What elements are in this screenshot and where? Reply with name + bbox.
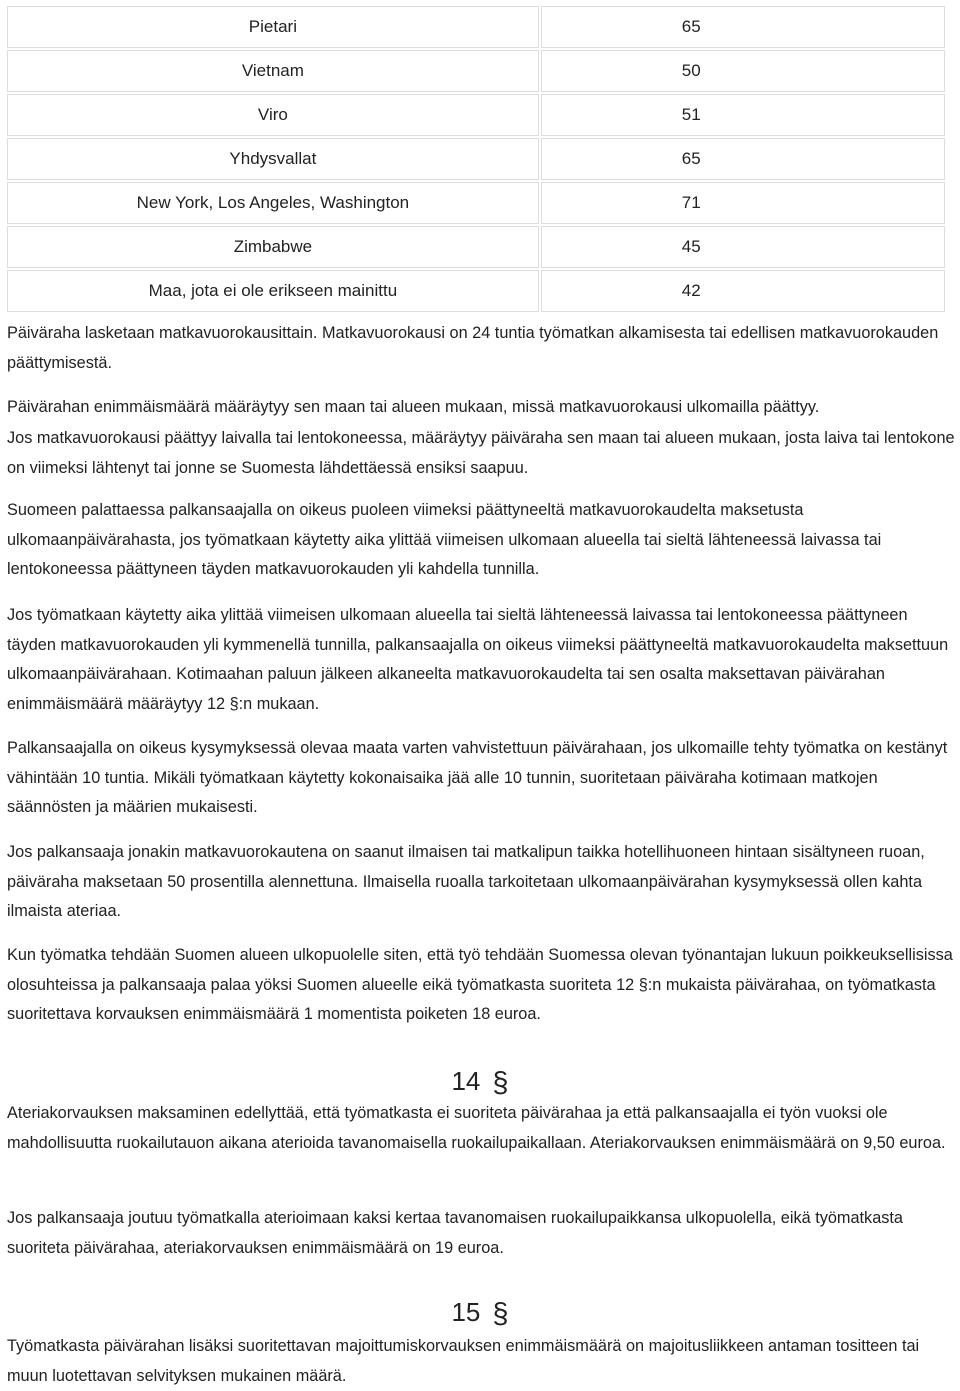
- paragraph-minimum-duration: Palkansaajalla on oikeus kysymyksessä olevaa maata varten vahvistettuun päivärahaan, jos ulkomaille tehty työmatka on kestänyt vähintään 10 tuntia. Mikäli työmatkaan käytetty kokonaisaika jää alle 10 tunnin, suoritetaan päiväraha kotimaan matkojen säännösten ja määrien mukaisesti.: [7, 739, 948, 816]
- table-row: [7, 270, 945, 312]
- paragraph-accommodation: Työmatkasta päivärahan lisäksi suoritettavan majoittumiskorvauksen enimmäismäärä on majoitusliikkeen antaman tositteen tai muun luotettavan selvityksen mukainen määrä.: [7, 1337, 920, 1385]
- table-row: [7, 226, 945, 268]
- amount-cell: 42: [541, 270, 945, 312]
- paragraph-free-meals: Jos palkansaaja jonakin matkavuorokautena on saanut ilmaisen tai matkalipun taikka hotellihuoneen hintaan sisältyneen ruoan, päiväraha maksetaan 50 prosentilla alennettuna. Ilmaisella ruoalla tarkoitetaan ulkomaanpäivärahan kysymyksessä ollen kahta ilmaista ateriaa.: [7, 843, 925, 920]
- country-cell: Vietnam: [7, 50, 539, 92]
- table-row: [7, 6, 945, 48]
- paragraph-return-full: Jos työmatkaan käytetty aika ylittää viimeisen ulkomaan alueella tai sieltä lähteneessä laivassa tai lentokoneessa päättyneen täyden matkavuorokauden yli kymmenellä tunnilla, palkansaajalla on oikeus viimeksi päättyneeltä matkavuorokaudelta maksettuun ulkomaanpäivärahaan. Kotimaahan paluun jälkeen alkaneelta matkavuorokaudelta tai sen osalta maksettavan päivärahan enimmäismäärä määräytyy 12 §:n mukaan.: [7, 606, 949, 713]
- section-number: 14: [451, 1066, 481, 1096]
- paragraph-return-half: Suomeen palattaessa palkansaajalla on oikeus puoleen viimeksi päättyneeltä matkavuorokaudelta maksetusta ulkomaanpäivärahasta, jos työmatkaan käytetty aika ylittää viimeisen ulkomaan alueella tai sieltä lähteneessä laivassa tai lentokoneessa päättyneen täyden matkavuorokauden yli kahdella tunnilla.: [7, 501, 882, 578]
- paragraph-maximum-amount: Päivärahan enimmäismäärä määräytyy sen maan tai alueen mukaan, missä matkavuorokausi ulkomailla päättyy.: [7, 398, 820, 416]
- amount-cell: 51: [541, 94, 945, 136]
- table-row: [7, 50, 945, 92]
- amount-cell: 65: [541, 6, 945, 48]
- section-number: 15: [451, 1297, 481, 1327]
- section-sign-icon: §: [492, 1298, 509, 1330]
- section-heading-14: [0, 1066, 960, 1100]
- amount-cell: 65: [541, 138, 945, 180]
- paragraph-double-meal-allowance: Jos palkansaaja joutuu työmatkalla aterioimaan kaksi kertaa tavanomaisen ruokailupaikkansa ulkopuolella, eikä työmatkasta suoriteta päivärahaa, ateriakorvauksen enimmäismäärä on 19 euroa.: [7, 1209, 903, 1257]
- country-cell: Viro: [7, 94, 539, 136]
- country-cell: New York, Los Angeles, Washington: [7, 182, 539, 224]
- table-row: [7, 138, 945, 180]
- daily-allowance-table: [5, 4, 947, 314]
- country-cell: Pietari: [7, 6, 539, 48]
- country-cell: Maa, jota ei ole erikseen mainittu: [7, 270, 539, 312]
- paragraph-exceptional-conditions: Kun työmatka tehdään Suomen alueen ulkopuolelle siten, että työ tehdään Suomessa olevan työnantajan lukuun poikkeuksellisissa olosuhteissa ja palkansaaja palaa yöksi Suomen alueelle eikä työmatkasta suoriteta 12 §:n mukaista päivärahaa, on työmatkasta suoritettava korvauksen enimmäismäärä 1 momentista poiketen 18 euroa.: [7, 946, 953, 1023]
- section-heading-15: [0, 1297, 960, 1331]
- paragraph-meal-allowance: Ateriakorvauksen maksaminen edellyttää, että työmatkasta ei suoriteta päivärahaa ja että palkansaajalla ei työn vuoksi ole mahdollisuutta ruokailutauon aikana aterioida tavanomaisella ruokailupaikallaan. Ateriakorvauksen enimmäismäärä on 9,50 euroa.: [7, 1104, 946, 1152]
- table-row: [7, 182, 945, 224]
- country-cell: Yhdysvallat: [7, 138, 539, 180]
- paragraph-ship-aircraft: Jos matkavuorokausi päättyy laivalla tai lentokoneessa, määräytyy päiväraha sen maan tai alueen mukaan, josta laiva tai lentokone on viimeksi lähtenyt tai jonne se Suomesta lähdettäessä ensiksi saapuu.: [7, 429, 955, 477]
- section-sign-icon: §: [492, 1067, 509, 1099]
- amount-cell: 45: [541, 226, 945, 268]
- amount-cell: 50: [541, 50, 945, 92]
- amount-cell: 71: [541, 182, 945, 224]
- table-row: [7, 94, 945, 136]
- country-cell: Zimbabwe: [7, 226, 539, 268]
- paragraph-calculation: Päiväraha lasketaan matkavuorokausittain. Matkavuorokausi on 24 tuntia työmatkan alkamisesta tai edellisen matkavuorokauden päättymisestä.: [7, 324, 939, 372]
